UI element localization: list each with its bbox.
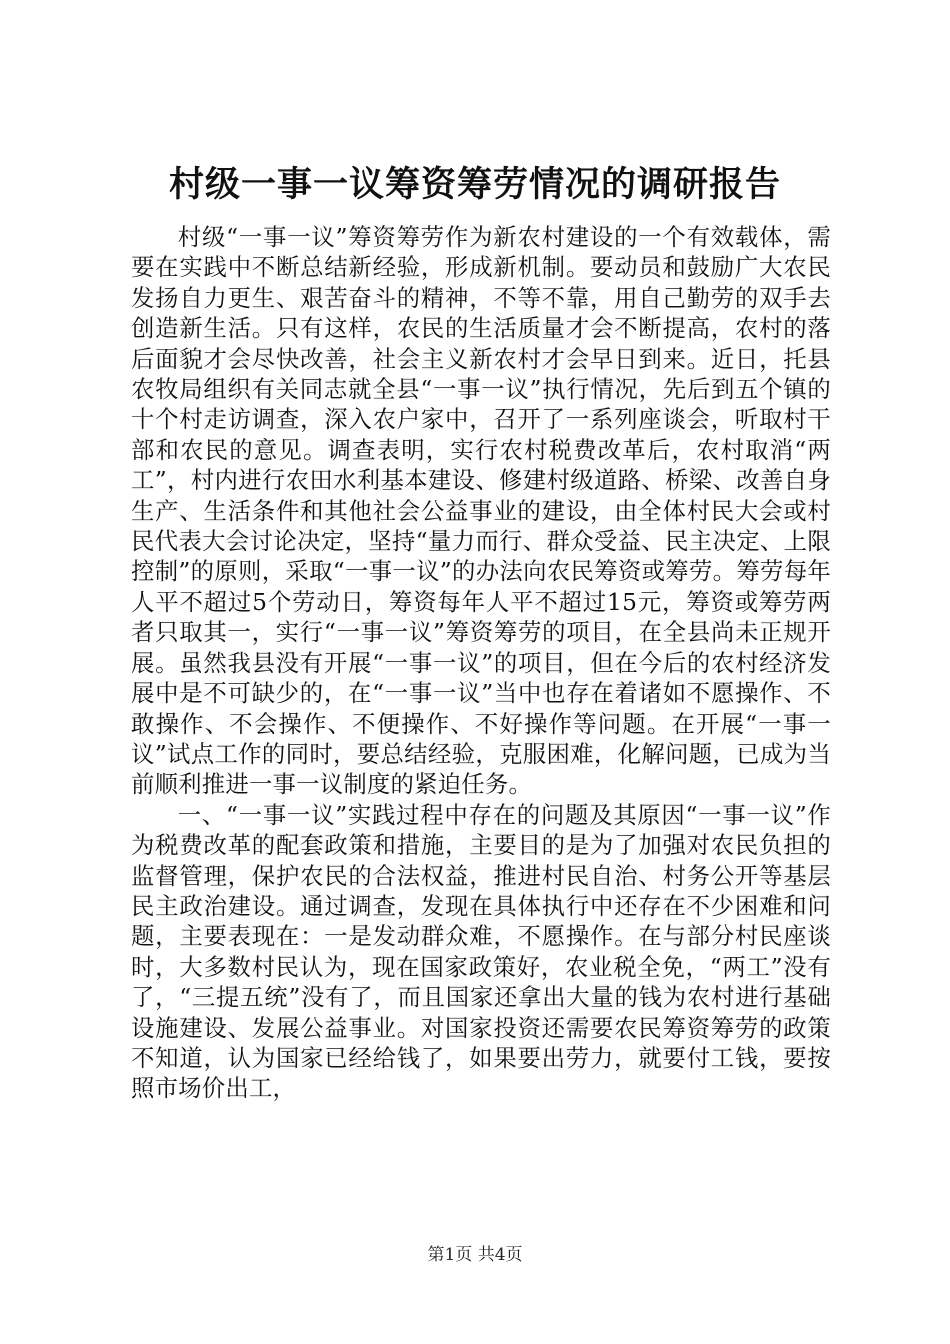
body-paragraph: 一、“一事一议”实践过程中存在的问题及其原因“一事一议”作为税费改革的配套政策和措施，主要目的是为了加强对农民负担的监督管理，保护农民的合法权益，推进村民自治、村务公开等基层民主政治建设。通过调查，发现在具体执行中还存在不少困难和问题，主要表现在：一是发动群众难，不愿操作。在与部分村民座谈时，大多数村民认为，现在国家政策好，农业税全免，“两工”没有了，“三提五统”没有了，而且国家还拿出大量的钱为农村进行基础设施建设、发展公益事业。对国家投资还需要农民筹资筹劳的政策不知道，认为国家已经给钱了，如果要出劳力，就要付工钱，要按照市场价出工，: [131, 800, 831, 1103]
page-number: 第1页 共4页: [427, 1245, 523, 1265]
document-body: [131, 222, 831, 1104]
body-paragraph: 村级“一事一议”筹资筹劳作为新农村建设的一个有效载体，需要在实践中不断总结新经验，形成新机制。要动员和鼓励广大农民发扬自力更生、艰苦奋斗的精神，不等不靠，用自己勤劳的双手去创造新生活。只有这样，农民的生活质量才会不断提高，农村的落后面貌才会尽快改善，社会主义新农村才会早日到来。近日，托县农牧局组织有关同志就全县“一事一议”执行情况，先后到五个镇的十个村走访调查，深入农户家中，召开了一系列座谈会，听取村干部和农民的意见。调查表明，实行农村税费改革后，农村取消“两工”，村内进行农田水利基本建设、修建村级道路、桥梁、改善自身生产、生活条件和其他社会公益事业的建设，由全体村民大会或村民代表大会讨论决定，坚持“量力而行、群众受益、民主决定、上限控制”的原则，采取“一事一议”的办法向农民筹资或筹劳。筹劳每年人平不超过5个劳动日，筹资每年人平不超过15元，筹资或筹劳两者只取其一，实行“一事一议”筹资筹劳的项目，在全县尚未正规开展。虽然我县没有开展“一事一议”的项目，但在今后的农村经济发展中是不可缺少的，在“一事一议”当中也存在着诸如不愿操作、不敢操作、不会操作、不便操作、不好操作等问题。在开展“一事一议”试点工作的同时，要总结经验，克服困难，化解问题，已成为当前顺利推进一事一议制度的紧迫任务。: [131, 223, 831, 799]
document-title: 村级一事一议筹资筹劳情况的调研报告: [168, 164, 781, 205]
